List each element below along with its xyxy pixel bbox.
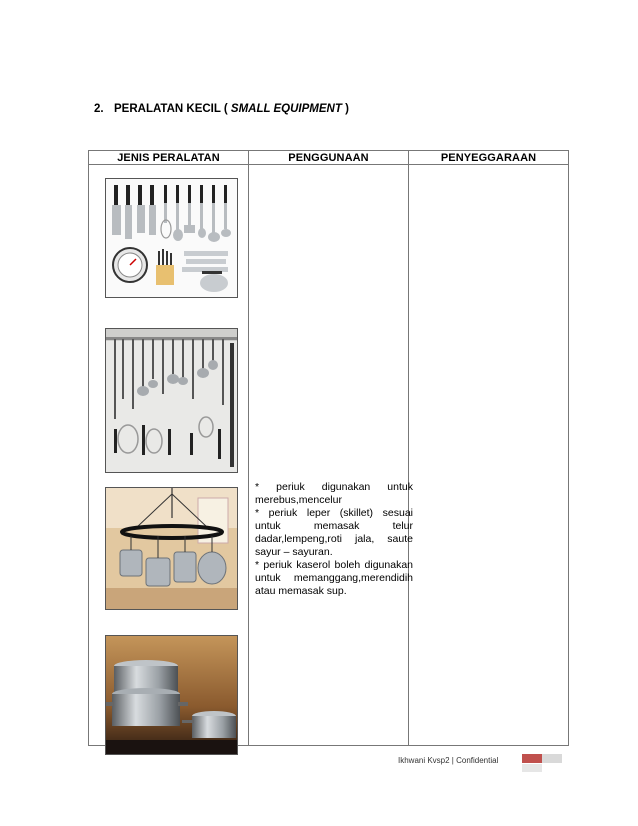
section-heading <box>94 103 349 115</box>
footer-accent-red <box>522 754 542 763</box>
section-title-italic: SMALL EQUIPMENT <box>230 103 342 115</box>
content-row <box>89 165 569 746</box>
section-title-suffix: ) <box>341 103 349 115</box>
footer-accent-grey-lower <box>522 764 542 772</box>
section-title-prefix: PERALATAN KECIL ( <box>114 103 231 115</box>
section-number: 2. <box>94 103 104 115</box>
header-jenis: JENIS PERALATAN <box>89 151 249 165</box>
usage-text <box>255 481 413 598</box>
header-penggunaan: PENGGUNAAN <box>249 151 409 165</box>
footer-accent-grey <box>542 754 562 763</box>
hanging-utensils-image <box>105 328 238 473</box>
usage-cell <box>249 165 413 746</box>
usage-line-kaserol: * periuk kaserol boleh digunakan untuk memanggang,merendidih atau memasak sup. <box>255 559 413 597</box>
usage-line-skillet: * periuk leper (skillet) sesuai untuk memasak telur dadar,lempeng,roti jala, saute sayur – sayuran. <box>255 507 413 558</box>
usage-line-periuk: * periuk digunakan untuk merebus,mencelur <box>255 481 413 506</box>
header-penyeggaraan: PENYEGGARAAN <box>409 151 569 165</box>
equipment-images-cell <box>89 165 249 746</box>
maintenance-cell <box>409 165 569 746</box>
equipment-table <box>88 150 569 746</box>
stacked-pots-image <box>105 635 238 755</box>
footer-text: Ikhwani Kvsp2 | Confidential <box>398 756 499 765</box>
header-row <box>89 151 569 165</box>
utensil-set-image <box>105 178 238 298</box>
pot-rack-image <box>105 487 238 610</box>
